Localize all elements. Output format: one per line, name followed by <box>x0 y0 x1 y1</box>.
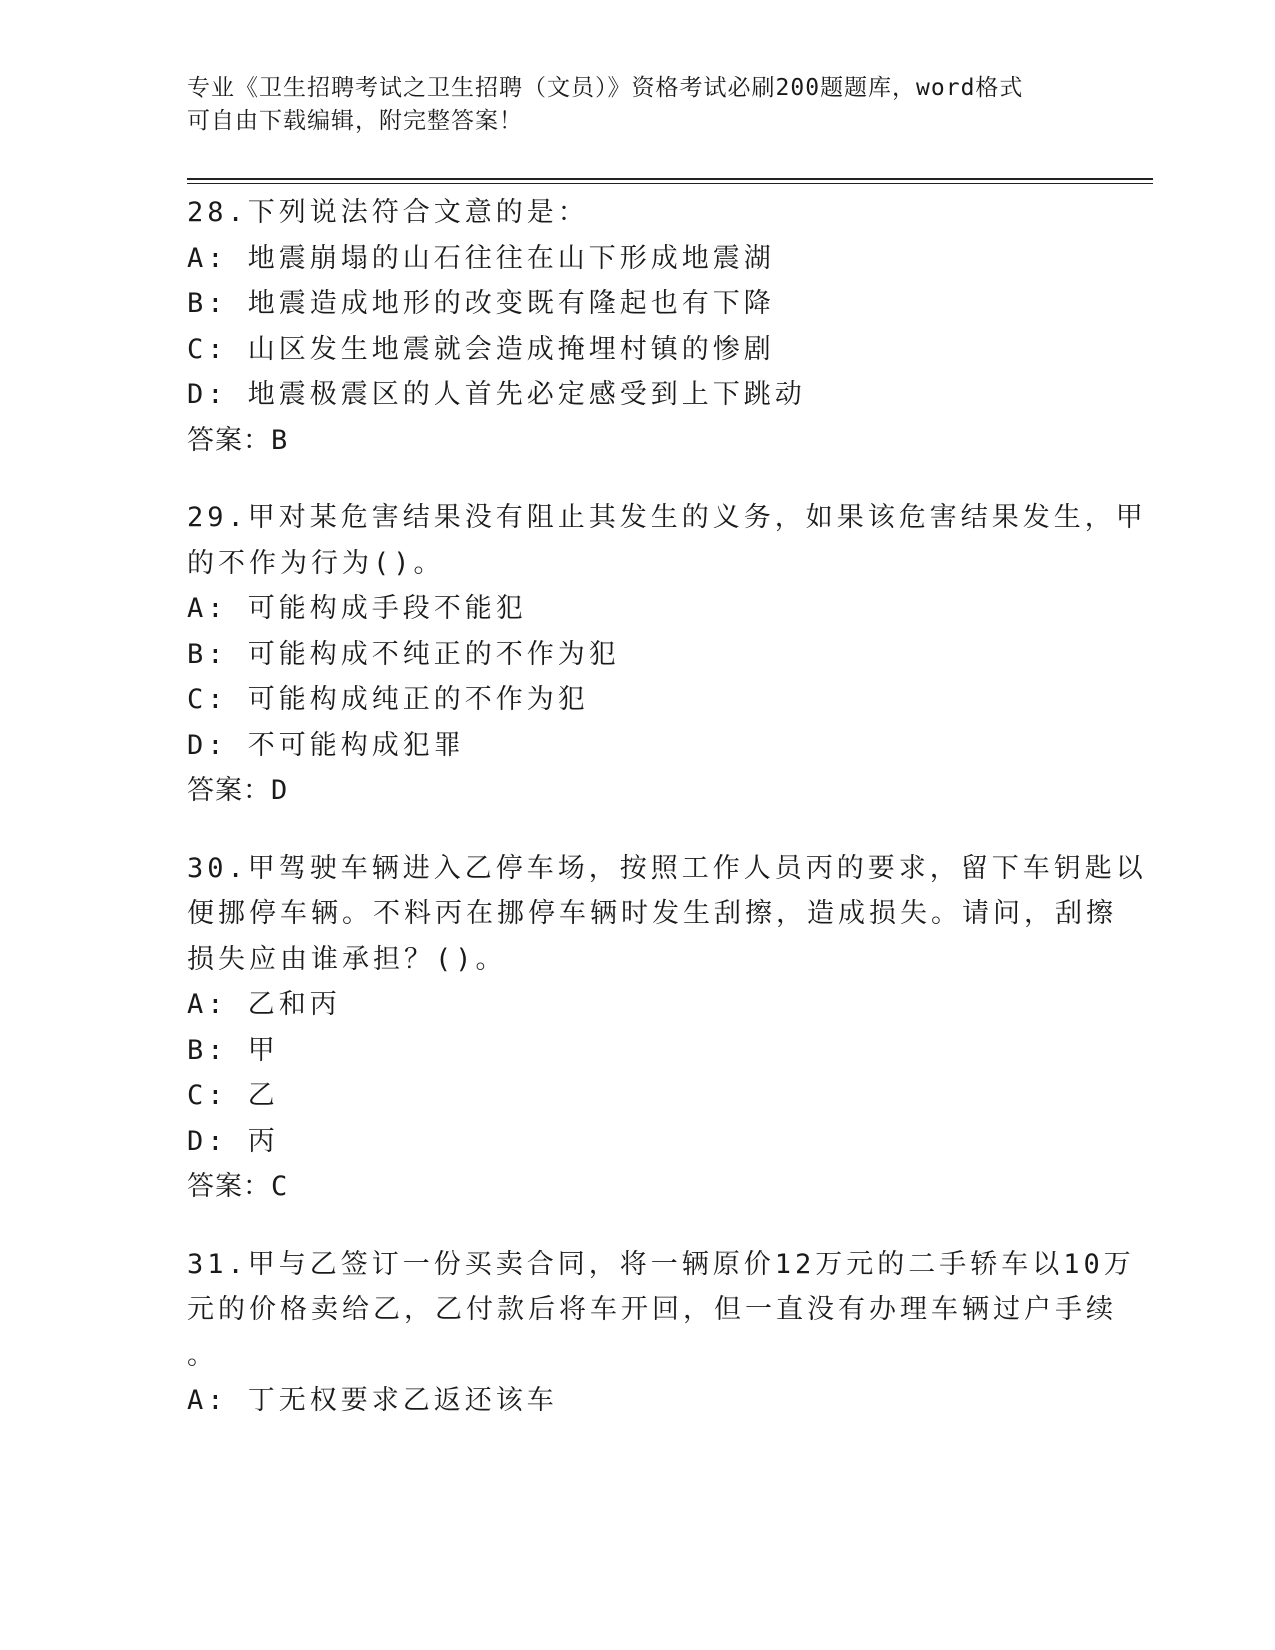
header-line-1: 专业《卫生招聘考试之卫生招聘（文员）》资格考试必刷200题题库，word格式 <box>187 75 1024 101</box>
option-d: D: 丙 <box>187 1125 279 1157</box>
question-list <box>187 190 1147 1456</box>
answer: 答案：B <box>187 424 289 456</box>
question-stem-line-3: 。 <box>187 1339 218 1371</box>
option-a: A: 可能构成手段不能犯 <box>187 593 527 624</box>
question-28 <box>187 190 1087 463</box>
answer: 答案：D <box>187 775 289 806</box>
option-c: C: 乙 <box>187 1080 279 1111</box>
option-b: B: 可能构成不纯正的不作为犯 <box>187 638 620 670</box>
question-stem-line-3: 损失应由谁承担？()。 <box>187 943 507 975</box>
header-divider-thick <box>187 178 1153 180</box>
answer: 答案：C <box>187 1171 289 1202</box>
question-stem-line-1: 31.甲与乙签订一份买卖合同，将一辆原价12万元的二手轿车以10万 <box>187 1248 1135 1280</box>
option-b: B: 甲 <box>187 1034 279 1066</box>
header-line-2: 可自由下载编辑，附完整答案！ <box>187 108 523 134</box>
question-stem-line-2: 便挪停车辆。不料丙在挪停车辆时发生刮擦，造成损失。请问，刮擦 <box>187 898 1117 929</box>
option-d: D: 不可能构成犯罪 <box>187 729 465 761</box>
question-stem-line-2: 元的价格卖给乙，乙付款后将车开回，但一直没有办理车辆过户手续 <box>187 1294 1117 1325</box>
option-a: A: 地震崩塌的山石往往在山下形成地震湖 <box>187 242 775 274</box>
document-header <box>187 72 1087 138</box>
option-a: A: 丁无权要求乙返还该车 <box>187 1385 558 1416</box>
option-c: C: 可能构成纯正的不作为犯 <box>187 684 589 715</box>
option-b: B: 地震造成地形的改变既有隆起也有下降 <box>187 288 775 319</box>
header-divider-thin <box>187 183 1153 184</box>
option-c: C: 山区发生地震就会造成掩埋村镇的惨剧 <box>187 333 775 365</box>
question-stem-line-1: 29.甲对某危害结果没有阻止其发生的义务，如果该危害结果发生，甲 <box>187 502 1147 533</box>
question-stem-line-2: 的不作为行为()。 <box>187 547 445 579</box>
question-30 <box>187 846 1147 1210</box>
option-a: A: 乙和丙 <box>187 989 341 1020</box>
option-d: D: 地震极震区的人首先必定感受到上下跳动 <box>187 379 806 410</box>
question-31 <box>187 1242 1135 1424</box>
question-stem-line-1: 30.甲驾驶车辆进入乙停车场，按照工作人员丙的要求，留下车钥匙以 <box>187 852 1147 884</box>
question-stem: 28.下列说法符合文意的是： <box>187 197 589 228</box>
question-29 <box>187 495 1147 814</box>
